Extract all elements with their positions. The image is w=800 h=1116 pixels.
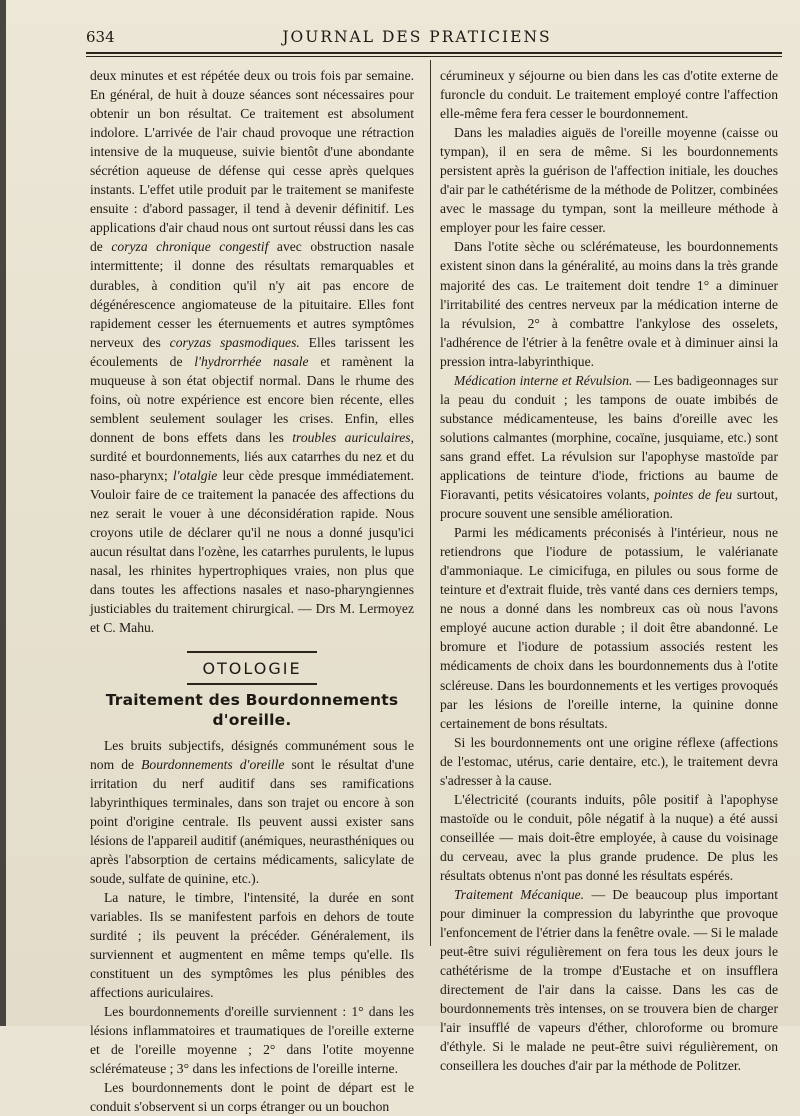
paragraph: Les bourdonnements dont le point de départ est le conduit s'observent si un corps étranger ou un bouchon — [90, 1080, 414, 1115]
paragraph: Les bourdonnements d'oreille surviennent : 1° dans les lésions inflammatoires et traumatiques de l'oreille externe et de l'oreille moyenne ; 2° dans l'otite moyenne sclérémateuse ; 3° dans les infections de l'oreille interne. — [90, 1004, 414, 1077]
right-column — [440, 66, 778, 1075]
paragraph: Dans les maladies aiguës de l'oreille moyenne (caisse ou tympan), il en sera de même. Si les bourdonnements persistent après la guérison de l'affection initiale, les douches d'air par le cathétérisme de la méthode de Politzer, combinées avec le massage du tympan, sont la meilleure méthode à employer pour les faire cesser. — [440, 125, 778, 236]
section-heading-box — [187, 651, 317, 685]
paragraph: Parmi les médicaments préconisés à l'intérieur, nous ne retiendrons que l'iodure de potassium, le valérianate d'ammoniaque. Le cimicifuga, en pilules ou sous forme de teinture et d'extrait fluide, très vanté dans ces derniers temps, ne nous a donné dans les nombreux cas où nous l'avons employé aucune action durable ; il doit être abandonné. Le bromure et l'iodure de potassium associés restent les médicaments de choix dans les bourdonnements dus à l'otite scléreuse. Dans les bourdonnements et les vertiges provoqués par les lésions de l'oreille interne, la quinine donne certainement de bons résultats. — [440, 525, 778, 731]
paragraph: Traitement Mécanique. — De beaucoup plus important pour diminuer la compression du labyrinthe que provoque l'enfoncement de l'étrier dans la fenêtre ovale. — Si le malade peut-être suivi régulièrement on fera tous les deux jours le cathétérisme de la trompe d'Eustache et on insufflera directement de l'air dans la caisse. Dans les cas de bourdonnements très intenses, on se trouvera bien de charger l'air insufflé de vapeurs d'éther, chloroforme ou bromure d'éthyle. Si le malade ne peut-être suivi régulièrement, on conseillera les douches d'air par la méthode de Politzer. — [440, 887, 778, 1074]
paragraph: Médication interne et Révulsion. — Les badigeonnages sur la peau du conduit ; les tampons de ouate imbibés de substance médicamenteuse, les bains d'oreille avec les solutions calmantes (morphine, cocaïne, jusquiame, etc.) sont sans grand effet. La révulsion sur l'apophyse mastoïde par applications de teinture d'iode, frictions au baume de Fioravanti, petits vésicatoires volants, pointes de feu surtout, procure souvent une sensible amélioration. — [440, 372, 778, 522]
page-number: 634 — [86, 28, 115, 46]
paragraph: Si les bourdonnements ont une origine réflexe (affections de l'estomac, utérus, carie dentaire, etc.), le traitement devra s'adresser à la cause. — [440, 734, 778, 788]
left-column — [90, 66, 414, 1116]
paragraph: deux minutes et est répétée deux ou trois fois par semaine. En général, de huit à douze séances sont nécessaires pour obtenir un bon résultat. Ce traitement est absolument indolore. L'arrivée de l'air chaud provoque une rétraction intensive de la muqueuse, suivie bientôt d'une abondante sécrétion aqueuse de défense qui cesse après quelques instants. L'effet utile produit par le traitement se manifeste ensuite : d'abord passager, il tend à devenir définitif. Les applications d'air chaud nous ont surtout réussi dans les cas de coryza chronique congestif avec obstruction nasale intermittente; il donne des résultats remarquables et durables, à condition qu'il n'y ait pas encore de dégénérescence angiomateuse de la pituitaire. Elles font rapidement cesser les éternuements et autres symptômes nerveux des coryzas spasmodiques. Elles tarissent les écoulements de l'hydrorrhée nasale et ramènent la muqueuse à son état objectif normal. Dans le rhume des foins, où notre expérience est encore bien récente, elles semblent seulement soulager les crises. Enfin, elles donnent de bons effets dans les troubles auriculaires, surdité et bourdonnements, liés aux catarrhes du nez et du naso-pharynx; l'otalgie leur cède presque immédiatement. Vouloir faire de ce traitement la panacée des affections du nez serait le vouer à une déconsidération rapide. Nous croyons utile de déclarer qu'il ne nous a donné jusqu'ici aucun résultat dans l'ozène, les catarrhes purulents, le lupus nasal, les rhinites hypertrophiques vraies, non plus que dans toutes les affections nasales et naso-pharyngiennes justiciables du traitement chirurgical. — Drs M. Lermoyez et C. Mahu. — [90, 68, 415, 636]
paragraph: Dans l'otite sèche ou sclérémateuse, les bourdonnements existent sinon dans la généralité, au moins dans la très grande majorité des cas. Le traitement doit tendre 1° a diminuer l'irritabilité des centres nerveux par la médication interne de la révulsion, 2° à combattre l'ankylose des osselets, l'adhérence de l'étrier à la fenêtre ovale et à diminuer ainsi la pression intra-labyrinthique. — [440, 239, 778, 369]
page-binding-edge — [0, 0, 6, 1026]
section-label: OTOLOGIE — [202, 659, 302, 679]
paragraph: La nature, le timbre, l'intensité, la durée en sont variables. Ils se manifestent parfois en dehors de toute surdité ; ils peuvent la précéder. Généralement, ils surviennent et augmentent en même temps qu'elle. Ils constituent un des symptômes les plus pénibles des affections auriculaires. — [90, 889, 414, 1001]
column-divider — [430, 60, 431, 946]
paragraph: Les bruits subjectifs, désignés communément sous le nom de Bourdonnements d'oreille sont le résultat d'une irritation du nerf auditif dans ses ramifications labyrinthiques terminales, dans son trajet ou encore à son point d'origine centrale. Ils peuvent aussi exister sans lésions de l'appareil auditif (anémiques, neurasthéniques ou après l'absorption de certains médicaments, salicylate de soude, sulfate de quinine, etc.). — [90, 737, 414, 886]
header-rule-thin — [86, 56, 782, 57]
header-rule — [86, 52, 782, 54]
page-header — [86, 28, 778, 50]
article-title: Traitement des Bourdonnements d'oreille. — [105, 691, 399, 729]
paragraph: L'électricité (courants induits, pôle positif à l'apophyse mastoïde ou le conduit, pôle négatif à la nuque) a été aussi conseillée — mais doit-être employée, à cause du voisinage du cerveau, avec la plus grande prudence. De plus les résultats obtenus n'ont pas donné les résultats espérés. — [440, 791, 778, 883]
paragraph: cérumineux y séjourne ou bien dans les cas d'otite externe de furoncle du conduit. Le traitement employé contre l'affection elle-même fera fera cesser le bourdonnement. — [440, 68, 778, 122]
journal-title: JOURNAL DES PRATICIENS — [282, 28, 552, 46]
